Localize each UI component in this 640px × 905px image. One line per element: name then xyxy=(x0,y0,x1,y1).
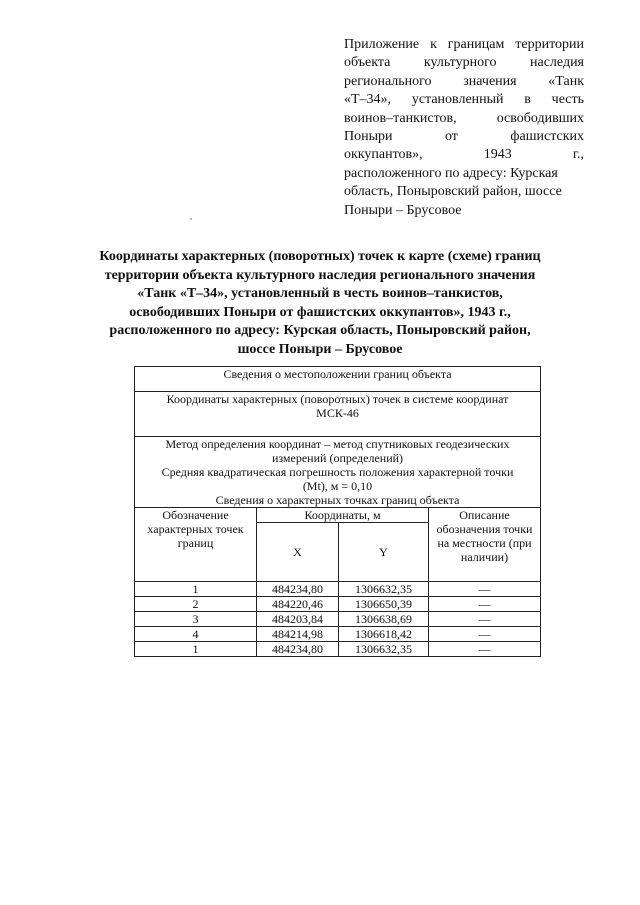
x-cell: 484234,80 xyxy=(257,582,339,597)
appendix-line: Поныри от фашистских xyxy=(344,129,584,145)
point-cell: 3 xyxy=(135,612,257,627)
method-line: измерений (определений) xyxy=(271,451,404,465)
title-line: расположенного по адресу: Курская область, Поныровский район, xyxy=(109,323,531,338)
desc-cell: — xyxy=(429,642,541,657)
desc-cell: — xyxy=(429,597,541,612)
col-x-header: X xyxy=(257,523,339,582)
title-line: Координаты характерных (поворотных) точек к карте (схеме) границ xyxy=(99,249,541,264)
coordinates-table xyxy=(134,366,541,657)
appendix-line: объекта культурного наследия xyxy=(344,55,584,71)
appendix-line: Приложение к границам территории xyxy=(344,37,584,52)
appendix-line: оккупантов», 1943 г., xyxy=(344,147,584,163)
col-desc-header: Описание обозначения точки на местности (при наличии) xyxy=(429,508,541,582)
y-cell: 1306638,69 xyxy=(339,612,429,627)
point-cell: 1 xyxy=(135,642,257,657)
appendix-line: Поныри – Брусовое xyxy=(344,202,462,218)
appendix-note xyxy=(344,36,584,220)
title-line: освободивших Поныри от фашистских оккупантов», 1943 г., xyxy=(129,304,511,320)
desc-cell: — xyxy=(429,627,541,642)
scan-speck xyxy=(190,218,192,220)
document-title xyxy=(96,248,544,359)
appendix-line: расположенного по адресу: Курская xyxy=(344,165,558,181)
point-cell: 2 xyxy=(135,597,257,612)
coord-system-row xyxy=(135,392,541,437)
desc-cell: — xyxy=(429,582,541,597)
method-line: (Mt), м = 0,10 xyxy=(302,479,373,493)
coord-system-cell xyxy=(135,392,541,437)
method-line: Средняя квадратическая погрешность положения характерной точки xyxy=(161,465,514,479)
y-cell: 1306650,39 xyxy=(339,597,429,612)
y-cell: 1306632,35 xyxy=(339,642,429,657)
method-line: Метод определения координат – метод спутниковых геодезических xyxy=(165,437,510,451)
location-header-cell: Сведения о местоположении границ объекта xyxy=(135,367,541,392)
coord-system-line: Координаты характерных (поворотных) точек в системе координат xyxy=(166,392,509,406)
title-line: «Танк «Т–34», установленный в честь воинов–танкистов, xyxy=(137,286,503,301)
col-coords-header: Координаты, м xyxy=(257,508,429,523)
x-cell: 484203,84 xyxy=(257,612,339,627)
appendix-line: воинов–танкистов, освободивших xyxy=(344,110,584,126)
desc-cell: — xyxy=(429,612,541,627)
point-cell: 4 xyxy=(135,627,257,642)
x-cell: 484234,80 xyxy=(257,642,339,657)
table-row xyxy=(135,597,541,612)
table-row xyxy=(135,612,541,627)
title-line: шоссе Поныри – Брусовое xyxy=(237,341,403,357)
table-header-row xyxy=(135,367,541,392)
col-y-header: Y xyxy=(339,523,429,582)
table-row xyxy=(135,582,541,597)
appendix-line: «Т–34», установленный в честь xyxy=(344,92,584,108)
point-cell: 1 xyxy=(135,582,257,597)
method-line: Сведения о характерных точках границ объекта xyxy=(215,493,460,507)
coord-system-line: МСК-46 xyxy=(316,406,359,420)
table-row xyxy=(135,642,541,657)
column-header-row xyxy=(135,508,541,523)
method-cell xyxy=(135,437,541,508)
title-line: территории объекта культурного наследия регионального значения xyxy=(104,267,536,283)
method-row xyxy=(135,437,541,508)
col-point-header: Обозначение характерных точек границ xyxy=(135,508,257,582)
y-cell: 1306632,35 xyxy=(339,582,429,597)
appendix-line: область, Поныровский район, шоссе xyxy=(344,184,562,200)
appendix-line: регионального значения «Танк xyxy=(344,73,584,89)
y-cell: 1306618,42 xyxy=(339,627,429,642)
table-row xyxy=(135,627,541,642)
x-cell: 484214,98 xyxy=(257,627,339,642)
x-cell: 484220,46 xyxy=(257,597,339,612)
